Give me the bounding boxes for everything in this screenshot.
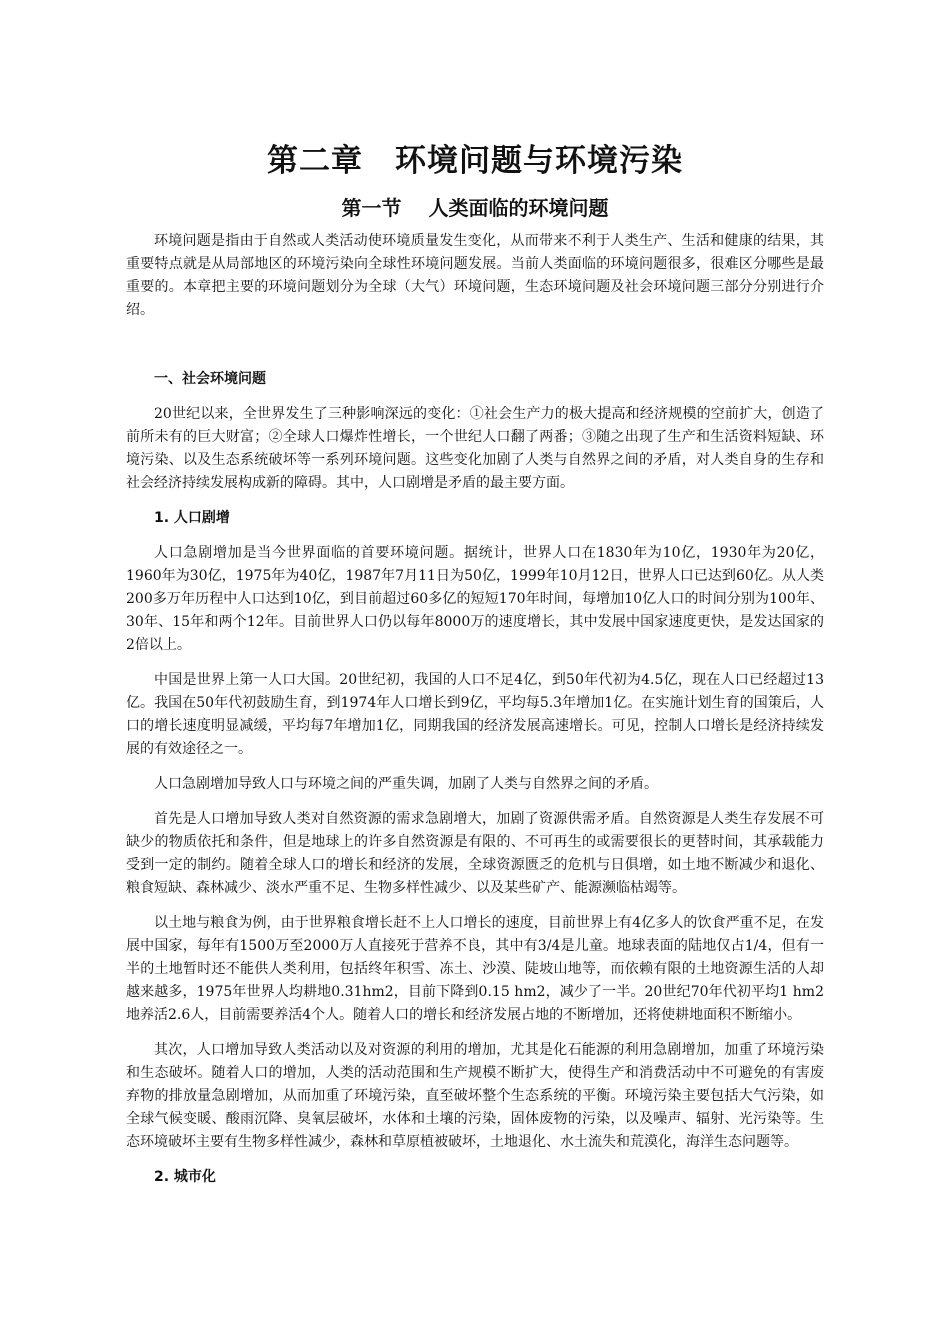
paragraph-social: 20世纪以来，全世界发生了三种影响深远的变化：①社会生产力的极大提高和经济规模的空前扩大，创造了前所未有的巨大财富；②全球人口爆炸性增长，一个世纪人口翻了两番；③随之出现了生产和生活资料短缺、环境污染、以及生态系统破坏等一系列环境问题。这些变化加剧了人类与自然界之间的矛盾，对人类自身的生存和社会经济持续发展构成新的障碍。其中，人口剧增是矛盾的最主要方面。 bbox=[126, 406, 824, 491]
heading-urbanization: 2. 城市化 bbox=[154, 1169, 216, 1185]
paragraph-population-4: 首先是人口增加导致人类对自然资源的需求急剧增大，加剧了资源供需矛盾。自然资源是人类生存发展不可缺少的物质依托和条件，但是地球上的许多自然资源是有限的、不可再生的或需要很长的更替时间，其承载能力受到一定的制约。随着全球人口的增长和经济的发展，全球资源匮乏的危机与日俱增，如土地不断减少和退化、粮食短缺、森林减少、淡水严重不足、生物多样性减少、以及某些矿产、能源濒临枯竭等。 bbox=[126, 811, 824, 896]
section-title: 第一节 人类面临的环境问题 bbox=[341, 196, 609, 220]
heading-population-growth: 1. 人口剧增 bbox=[154, 510, 230, 526]
document-body bbox=[126, 230, 824, 1201]
chapter-title: 第二章 环境问题与环境污染 bbox=[267, 143, 683, 179]
paragraph-population-3: 人口急剧增加导致人口与环境之间的严重失调，加剧了人类与自然界之间的矛盾。 bbox=[154, 776, 658, 792]
paragraph-population-1: 人口急剧增加是当今世界面临的首要环境问题。据统计，世界人口在1830年为10亿，1930年为20亿，1960年为30亿，1975年为40亿，1987年7月11日为50亿，1999年10月12日，世界人口已达到60亿。从人类200多万年历程中人口达到10亿，到目前超过60多亿的短短170年时间，每增加10亿人口的时间分别为100年、30年、15年和两个12年。目前世界人口仍以每年8000万的速度增长，其中发展中国家速度更快，是发达国家的2倍以上。 bbox=[126, 545, 824, 653]
paragraph-population-6: 其次，人口增加导致人类活动以及对资源的利用的增加，尤其是化石能源的利用急剧增加，加重了环境污染和生态破坏。随着人口的增加，人类的活动范围和生产规模不断扩大，使得生产和消费活动中不可避免的有害废弃物的排放量急剧增加，从而加重了环境污染，直至破坏整个生态系统的平衡。环境污染主要包括大气污染，如全球气候变暖、酸雨沉降、臭氧层破坏，水体和土壤的污染，固体废物的污染，以及噪声、辐射、光污染等。生态环境破坏主要有生物多样性减少，森林和草原植被破坏，土地退化、水土流失和荒漠化，海洋生态问题等。 bbox=[126, 1042, 824, 1150]
heading-social-environment: 一、社会环境问题 bbox=[154, 371, 266, 387]
paragraph-population-5: 以土地与粮食为例，由于世界粮食增长赶不上人口增长的速度，目前世界上有4亿多人的饮食严重不足，在发展中国家，每年有1500万至2000万人直接死于营养不良，其中有3/4是儿童。地球表面的陆地仅占1/4，但有一半的土地暂时还不能供人类利用，包括终年积雪、冻土、沙漠、陡坡山地等，而依赖有限的土地资源生活的人却越来越多，1975年世界人均耕地0.31hm2，目前下降到0.15 hm2，减少了一半。20世纪70年代初平均1 hm2地养活2.6人，目前需要养活4个人。随着人口的增长和经济发展占地的不断增加，还将使耕地面积不断缩小。 bbox=[126, 915, 824, 1023]
paragraph-population-2: 中国是世界上第一人口大国。20世纪初，我国的人口不足4亿，到50年代初为4.5亿，现在人口已经超过13亿。我国在50年代初鼓励生育，到1974年人口增长到9亿，平均每5.3年增加1亿。在实施计划生育的国策后，人口的增长速度明显减缓，平均每7年增加1亿，同期我国的经济发展高速增长。可见，控制人口增长是经济持续发展的有效途径之一。 bbox=[126, 672, 824, 757]
intro-paragraph: 环境问题是指由于自然或人类活动使环境质量发生变化，从而带来不利于人类生产、生活和健康的结果，其重要特点就是从局部地区的环境污染向全球性环境问题发展。当前人类面临的环境问题很多，很难区分哪些是最重要的。本章把主要的环境问题划分为全球（大气）环境问题，生态环境问题及社会环境问题三部分分别进行介绍。 bbox=[126, 233, 824, 318]
